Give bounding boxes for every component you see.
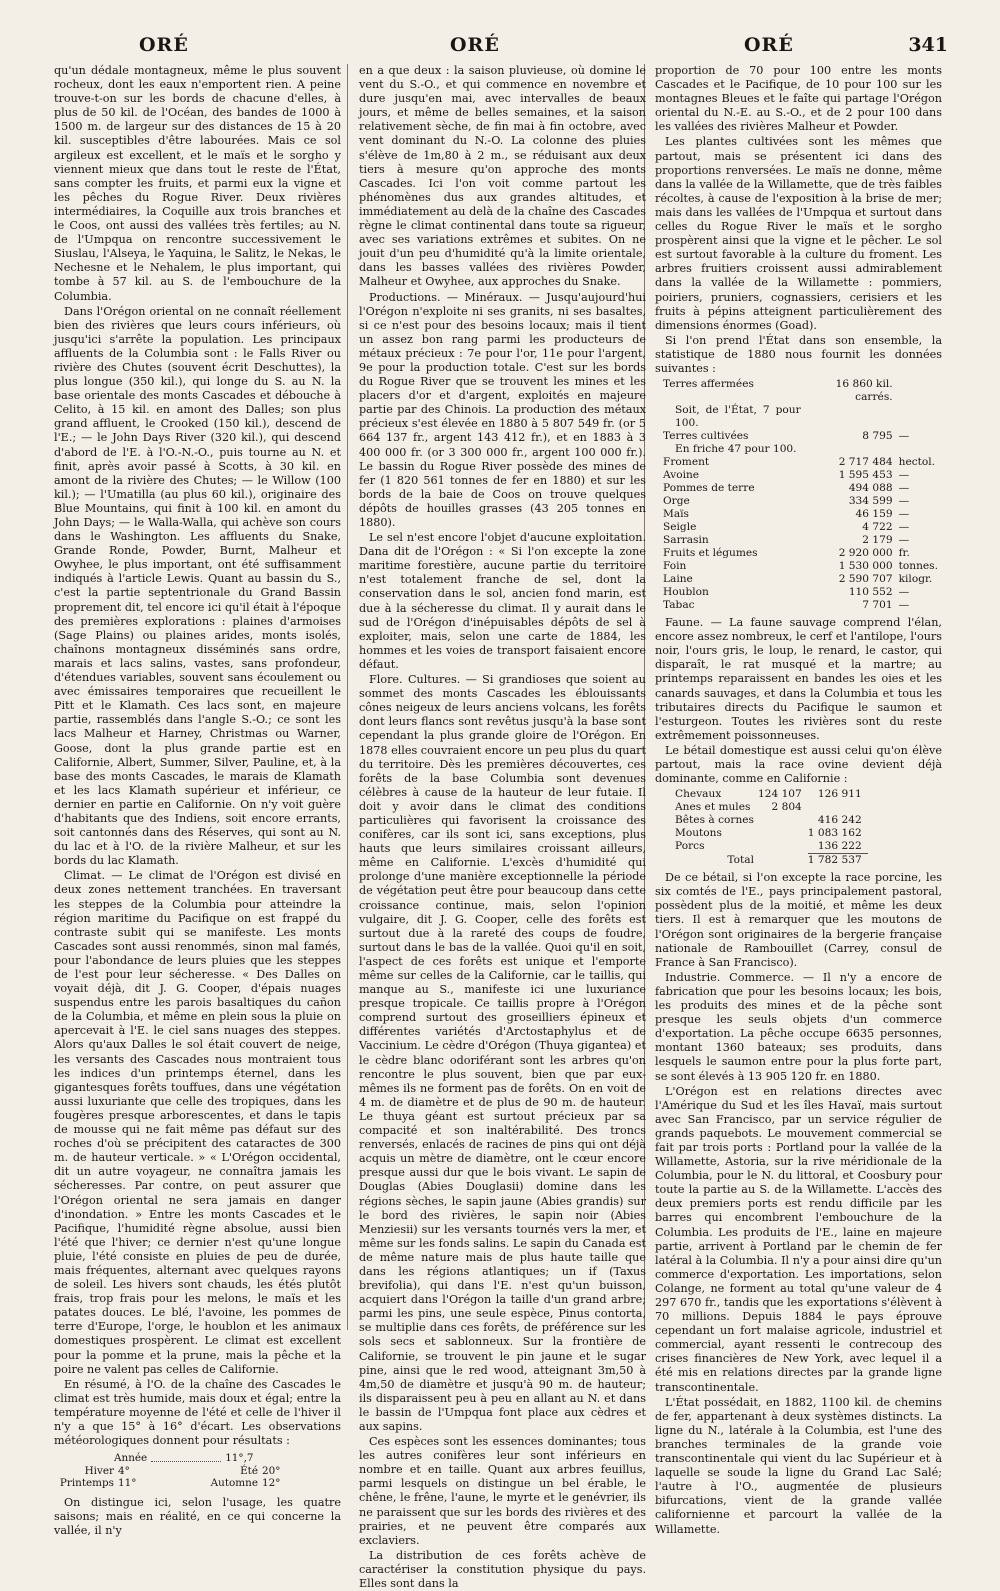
stats-value: 334 599 [848,495,893,508]
stats-unit: — [898,495,910,508]
livestock-value: 1 083 162 [807,827,862,840]
livestock-total-value: 1 782 537 [808,854,868,868]
stats-label: Soit, de l'État, 7 pour 100. [675,404,801,430]
livestock-value: 136 222 [817,840,862,853]
paragraph-climat: Climat. — Le climat de l'Orégon est divisé en deux zones nettement tranchées. En traversant les steppes de la Columbia pour atteindre la région maritime du Pacifique on est frappé du contraste subit qui se manifeste. Les monts Cascades sont aussi renommés, sinon mal famés, pour l'abondance de leurs pluies que les steppes de l'est pour leur sécheresse. « Des Dalles on voyait déjà, dit J. G. Cooper, d'épais nuages suspendus entre les parois basaltiques du cañon de la Columbia, et même en plein sous la pluie on apercevait à l'E. le ciel sans nuages des steppes. Alors qu'aux Dalles le sol était couvert de neige, les versants des Cascades nous montraient tous les indices d'un printemps éternel, dans les gigantesques forêts touffues, dans une végétation aussi luxuriante que celle des tropiques, dans les fougères presque arborescentes, et dans le tapis de mousse qui ne fait même pas défaut sur des roches d'où se précipitent des cataractes de 300 m. de hauteur verticale. » « L'Orégon occidental, dit un autre voyageur, ne connaîtra jamais les sécheresses. Par contre, on peut assurer que l'Orégon oriental ne sera jamais en danger d'inondation. » Entre les monts Cascades et le Pacifique, l'humidité règne absolue, aussi bien l'été que l'hiver; ce dernier n'est qu'une longue pluie, l'été consiste en pluies de peu de durée, mais fréquentes, alternant avec quelques rayons de soleil. Les hivers sont chauds, les étés plutôt frais, trop frais pour les melons, le maïs et les patates douces. Le blé, l'avoine, les pommes de terre d'Europe, l'orge, le houblon et les animaux domestiques prospèrent. Le climat est excellent pour la pomme et la prune, mais la pêche et la poire ne valent pas celles de Californie. [54,869,341,1376]
paragraph: En résumé, à l'O. de la chaîne des Cascades le climat est très humide, mais doux et égal; entre la température moyenne de l'été et celle de l'hiver il n'y a que 15° à 16° d'écart. Les observations météorologiques donnent pour résultats : [54,1377,341,1448]
running-head-right: ORÉ [744,34,794,56]
stats-label: Houblon [663,586,709,599]
stats-value: 8 795 [862,430,893,443]
meteo-value: 4° [118,1464,130,1477]
stats-value: 7 701 [862,599,893,612]
stats-unit [899,378,942,404]
paragraph: De ce bétail, si l'on excepte la race porcine, les six comtés de l'E., pays principalement pastoral, possèdent plus de la moitié, et même les deux tiers. Il est à remarquer que les moutons de l'Orégon sont originaires de la bergerie française nationale de Rambouillet (Carrey, consul de France à San Francisco). [655,871,942,969]
stats-label: Seigle [663,521,697,534]
meteo-label: Année [114,1452,148,1465]
stats-label: Pommes de terre [663,482,755,495]
stats-unit: — [898,534,910,547]
livestock-row [675,814,868,827]
stats-label: Froment [663,456,710,469]
stats-row [663,534,942,547]
stats-value [805,443,899,456]
livestock-row [675,801,868,814]
stats-label: Maïs [663,508,689,521]
stats-value: 1 595 453 [838,469,893,482]
column-rule-1 [347,64,348,1330]
stats-label: En friche 47 pour 100. [675,443,797,456]
stats-unit: — [898,482,910,495]
stats-row [663,586,942,599]
stats-row [663,495,942,508]
paragraph: qu'un dédale montagneux, même le plus souvent rocheux, dont les eaux n'emportent rien. A peine trouve-t-on sur les bords de chacune d'elles, à plus de 50 kil. de l'Océan, des bandes de 1000 à 1500 m. de largeur sur des distances de 15 à 20 kil. susceptibles d'être labourées. Mais ce sol argileux est excellent, et le maïs et le sorgho y viennent mieux que dans tout le reste de l'État, sans compter les fruits, et parmi eux la vigne et les pêches du Rogue River. Deux rivières intermédiaires, la Coquille aux trois branches et le Coos, ont aussi des vallées très fertiles; au N. de l'Umpqua on rencontre successivement le Siuslau, l'Alseya, le Yaquina, le Salitz, le Nekas, le Nechesne et le Nehalem, le plus important, qui tombe à 57 kil. au S. de l'embouchure de la Columbia. [54,64,341,303]
livestock-label: Moutons [675,827,722,840]
meteo-value: 11°,7 [225,1452,254,1465]
livestock-row [675,827,868,840]
stats-row [663,599,942,612]
paragraph: Les plantes cultivées sont les mêmes que partout, mais se présentent ici dans des proportions renversées. Le maïs ne donne, même dans la vallée de la Willamette, que de très faibles récoltes, à cause de l'exposition à la brise de mer; mais dans les vallées de l'Umpqua et surtout dans celles du Rogue River le maïs et le sorgho prospèrent ainsi que la vigne et le pêcher. Le sol est surtout favorable à la culture du froment. Les arbres fruitiers croissent aussi admirablement dans la vallée de la Willamette : pommiers, poiriers, pruniers, cognassiers, cerisiers et les fruits à pépins atteignent particulièrement des dimensions énormes (Goad). [655,135,942,332]
stats-unit: fr. [898,547,910,560]
livestock-row [675,788,868,801]
livestock-value [758,840,808,854]
livestock-label: Chevaux [675,788,722,801]
livestock-table [675,788,868,867]
paragraph: Le bétail domestique est aussi celui qu'on élève partout, mais la race ovine devient déjà dominante, comme en Californie : [655,743,942,786]
livestock-row [675,840,868,854]
livestock-total-row [675,854,868,868]
meteo-label: Été [240,1464,258,1477]
page-number: 341 [908,34,948,56]
livestock-label: Anes et mules [675,801,751,814]
paragraph-productions: Productions. — Minéraux. — Jusqu'aujourd'hui l'Orégon n'exploite ni ses granits, ni ses basaltes, si ce n'est pour des besoins locaux; mais il tient un assez bon rang parmi les producteurs de métaux précieux : 7e pour l'or, 11e pour l'argent, 9e pour la production totale. C'est sur les bords du Rogue River que se trouvent les mines et les placers d'or et d'argent, exploités en majeure partie par des Chinois. La production des métaux précieux s'est élevée en 1880 à 5 807 549 fr. (or 5 664 137 fr., argent 143 412 fr.), et en 1883 à 3 400 000 fr. (or 3 300 000 fr., argent 100 000 fr.). Le bassin du Rogue River possède des mines de fer (1 820 561 tonnes de fer en 1880) et sur les bords de la baie de Coos on trouve quelques dépôts de houilles grasses (43 205 tonnes en 1880). [359,290,646,529]
paragraph: Ces espèces sont les essences dominantes; tous les autres conifères leur sont inférieurs en nombre et en taille. Quant aux arbres feuillus, parmi lesquels on distingue un bel érable, le chêne, le frêne, l'aune, le myrte et le genévrier, ils ne paraissent que sur les bords des rivières et des prairies, et ne peuvent être comparés aux exclaviers. [359,1435,646,1547]
stats-unit [899,443,942,456]
stats-value: 46 159 [855,508,893,521]
stats-row [663,521,942,534]
livestock-total-label: Total [727,853,754,866]
stats-value: 1 530 000 [838,560,893,573]
stats-unit: — [898,599,910,612]
livestock-value [808,801,868,814]
livestock-label: Porcs [675,840,705,853]
stats-unit: — [898,586,910,599]
stats-row [663,378,942,404]
stats-row [663,443,942,456]
paragraph-industrie: Industrie. Commerce. — Il n'y a encore de fabrication que pour les besoins locaux; les bois, les produits des mines et de la pêche sont presque les seuls objets d'un commerce d'exportation. La pêche occupe 6635 personnes, montant 1360 bateaux; ses produits, dans lesquels le saumon entre pour la plus forte part, se sont élevés à 13 905 120 fr. en 1880. [655,970,942,1083]
livestock-value [758,827,808,840]
stats-row [663,404,942,430]
paragraph: en a que deux : la saison pluvieuse, où domine le vent du S.-O., et qui commence en novembre et dure jusqu'en mai, avec intervalles de beaux jours, et même de belles semaines, et la saison relativement sèche, de fin mai à fin octobre, avec vent dominant du N.-O. La colonne des pluies s'élève de 1m,80 à 2 m., se réduisant aux deux tiers à mesure qu'on approche des monts Cascades. Ici l'on voit comme partout les phénomènes dus aux grandes altitudes, et immédiatement au delà de la chaîne des Cascades règne le climat continental dans toute sa rigueur, avec ses variations extrêmes et subites. On ne jouit d'un peu d'humidité qu'à la limite orientale, dans les basses vallées des rivières Powder, Malheur et Owyhee, aux approches du Snake. [359,64,646,289]
livestock-value: 126 911 [817,788,862,801]
paragraph: proportion de 70 pour 100 entre les monts Cascades et le Pacifique, de 10 pour 100 sur les montagnes Bleues et le faîte qui partage l'Orégon oriental du N.-E. au S.-O., et de 2 pour 100 dans les vallées des rivières Malheur et Powder. [655,64,942,134]
paragraph: L'État possédait, en 1882, 1100 kil. de chemins de fer, appartenant à deux systèmes distincts. La ligne du N., latérale à la Columbia, est l'une des branches terminales de la grande voie transcontinentale qui vient du lac Supérieur et à laquelle se soude la ligne du Grand Lac Salé; l'autre à l'O., augmentée de plusieurs bifurcations, vient de la grande vallée californienne et parcourt la vallée de la Willamette. [655,1395,942,1536]
stats-unit: — [898,469,910,482]
stats-unit: — [898,521,910,534]
stats-label: Avoine [663,469,700,482]
stats-row [663,469,942,482]
stats-row [663,456,942,469]
stats-value: 110 552 [848,586,893,599]
stats-unit [899,404,942,430]
stats-row [663,547,942,560]
livestock-value: 124 107 [757,788,802,801]
paragraph: Dans l'Orégon oriental on ne connaît réellement bien des rivières que leurs cours inférieurs, où jusqu'ici s'arrête la population. Les principaux affluents de la Columbia sont : le Falls River ou rivière des Chutes (souvent écrit Deschuttes), la plus longue (350 kil.), qui longe du S. au N. la base orientale des monts Cascades et débouche à Celito, à 15 kil. en amont des Dalles; son plus grand affluent, le Crooked (150 kil.), descend de l'E.; — le John Days River (320 kil.), qui descend d'abord de l'E. à l'O.-N.-O., puis tourne au N. et finit, après avoir passé à Scotts, à 30 kil. en amont de la rivière des Chutes; — le Willow (100 kil.); — l'Umatilla (au plus 60 kil.), originaire des Blue Mountains, qui finit à 100 kil. en amont du John Days; — le Walla-Walla, qui achève son cours dans le Washington. Les affluents du Snake, Grande Ronde, Powder, Burnt, Malheur et Owyhee, le plus important, ont été suffisamment indiqués à l'article Lewis. Quant au bassin du S., c'est la partie septentrionale du Grand Bassin proprement dit, tel encore ici qu'il était à l'époque des premières explorations : plaines d'armoises (Sage Plains) ou plaines arides, monts isolés, chaînons montagneux disséminés sans ordre, marais et lacs salins, vastes, sans profondeur, d'étendues variables, souvent sans écoulement ou avec émissaires temporaires que recueillent le Pitt et le Klamath. Ces lacs sont, en majeure partie, rassemblés dans l'angle S.-O.; ce sont les lacs Malheur et Harney, Christmas ou Warner, Goose, dont la plus grande partie est en Californie, Albert, Summer, Silver, Pauline, et, à la base des monts Cascades, le marais de Klamath et les lacs Klamath supérieur et inférieur, ce dernier en partie en Californie. On n'y voit guère d'habitants que des Indiens, soit encore errants, soit cantonnés dans des Réserves, qui sont au N. du lac et à l'O. de la rivière Malheur, et sur les bords du lac Klamath. [54,304,341,868]
running-head-left: ORÉ [139,34,189,56]
stats-unit: kilogr. [898,573,933,586]
stats-label: Tabac [663,599,695,612]
running-head-center: ORÉ [450,34,500,56]
paragraph-faune: Faune. — La faune sauvage comprend l'élan, encore assez nombreux, le cerf et l'antilope, l'ours noir, l'ours gris, le loup, le renard, le castor, qui disparaît, le rat musqué et la martre; au printemps reparaissent en bandes les oies et les canards sauvages, et dans la Columbia et tous les tributaires directs du Pacifique le saumon et l'esturgeon. Toutes les rivières sont du reste extrêmement poissonneuses. [655,616,942,742]
stats-label: Terres cultivées [663,430,749,443]
column-2 [359,64,646,1591]
stats-row [663,430,942,443]
stats-label: Orge [663,495,690,508]
stats-value: 2 717 484 [838,456,893,469]
page-header [0,0,1000,62]
stats-row [663,560,942,573]
meteo-label: Printemps [59,1477,114,1490]
stats-label: Laine [663,573,693,586]
meteo-value: 20° [262,1464,281,1477]
stats-value [805,404,899,430]
stats-label: Sarrasin [663,534,709,547]
paragraph: Le sel n'est encore l'objet d'aucune exploitation. Dana dit de l'Orégon : « Si l'on excepte la zone maritime forestière, aucune partie du territoire n'est totalement franche de sel, dont la conservation dans le sol, ancien fond marin, est due à la sécheresse du climat. Il y aurait dans le sud de l'Orégon d'inépuisables dépôts de sel à exploiter, mais, selon une carte de 1884, les hommes et les voies de transport faisaient encore défaut. [359,531,646,671]
stats-unit: — [898,430,910,443]
paragraph: On distingue ici, selon l'usage, les quatre saisons; mais en réalité, en ce qui concerne la vallée, il n'y [54,1495,341,1538]
livestock-value: 416 242 [817,814,862,827]
stats-value: 16 860 kil. carrés. [835,378,893,404]
column-3 [655,64,942,1536]
meteo-value: 12° [262,1477,281,1490]
livestock-label: Bêtes à cornes [675,814,754,827]
stats-row [663,508,942,521]
meteo-value: 11° [118,1477,137,1490]
livestock-total-spacer [758,854,808,868]
column-1 [54,64,341,1538]
stats-unit: hectol. [898,456,936,469]
stats-unit: — [898,508,910,521]
statistics-table [663,378,942,612]
stats-label: Fruits et légumes [663,547,758,560]
paragraph: Si l'on prend l'État dans son ensemble, la statistique de 1880 nous fournit les données suivantes : [655,333,942,375]
meteo-label: Automne [210,1477,258,1490]
paragraph: La distribution de ces forêts achève de caractériser la constitution physique du pays. Elles sont dans la [359,1548,646,1591]
paragraph: L'Orégon est en relations directes avec l'Amérique du Sud et les îles Havaï, mais surtout avec San Francisco, par un service régulier de grands paquebots. Le mouvement commercial se fait par trois ports : Portland pour la vallée de la Willamette, Astoria, sur la rive méridionale de la Columbia, pour le N. du littoral, et Coosbury pour toute la partie au S. de la Willamette. L'accès des deux premiers ports est rendu difficile par les barres qui encombrent l'embouchure de la Columbia. Les produits de l'E., laine en majeure partie, arrivent à Portland par le chemin de fer latéral à la Columbia. Il n'y a pour ainsi dire qu'un commerce d'exportation. Les importations, selon Colange, ne forment au total qu'une valeur de 4 297 670 fr., tandis que les exportations s'élèvent à 70 millions. Depuis 1884 le pays éprouve cependant un fort malaise agricole, industriel et commercial, ayant ressenti le contrecoup des crises financières de New York, avec lequel il a été mis en relations directes par la grande ligne transcontinentale. [655,1084,942,1394]
meteo-table [54,1452,341,1490]
stats-value: 2 590 707 [838,573,893,586]
livestock-value [758,814,808,827]
paragraph-flore: Flore. Cultures. — Si grandioses que soient au sommet des monts Cascades les éblouissants cônes neigeux de leurs anciens volcans, les forêts dont leurs flancs sont revêtus jusqu'à la base sont cependant la plus grande gloire de l'Orégon. En 1878 elles couvraient encore un peu plus du quart du territoire. Dès les premières découvertes, ces forêts de la base Columbia sont devenues célèbres à cause de la hauteur de leur futaie. Il doit y avoir dans le climat des conditions particulières qui favorisent la croissance des conifères, car ils sont ici, sans exceptions, plus hauts que leurs similaires croissant ailleurs, même en Californie. L'excès d'humidité qui prolonge d'une manière exceptionnelle la période de végétation peut être pour beaucoup dans cette croissance continue, mais, selon l'opinion vulgaire, dit J. G. Cooper, celle des forêts est surtout due à la rareté des coups de foudre, surtout dans le bas de la vallée. Quoi qu'il en soit, l'aspect de ces forêts est unique et l'emporte même sur celles de la Californie, car le taillis, qui manque au S., manifeste ici une luxuriance presque tropicale. Ce taillis propre à l'Orégon comprend surtout des groseilliers épineux et différentes variétés d'Arctostaphylus et de Vaccinium. Le cèdre d'Orégon (Thuya gigantea) et le cèdre blanc odoriférant sont les arbres qu'on rencontre le plus souvent, bien que par eux-mêmes ils ne forment pas de forêts. On en voit de 4 m. de diamètre et de plus de 90 m. de hauteur. Le thuya géant est surtout précieux par sa compacité et son inaltérabilité. Des troncs renversés, enlacés de racines de pins qui ont déjà acquis un mètre de diamètre, ont le cœur encore presque aussi dur que le bois vivant. Le sapin de Douglas (Abies Douglasii) domine dans les régions sèches, le sapin jaune (Abies grandis) sur le bord des rivières, le sapin noir (Abies Menziesii) sur les versants tournés vers la mer, et même sur les fonds salins. Le sapin du Canada est de même nature mais de plus haute taille que dans les régions atlantiques; un if (Taxus brevifolia), qui dans l'E. n'est qu'un buisson, acquiert dans l'Orégon la taille d'un grand arbre; parmi les pins, une seule espèce, Pinus contorta, se multiplie dans ces forêts, de préférence sur les sols secs et sablonneux. Sur la frontière de Californie, se trouvent le pin jaune et le sugar pine, ainsi que le red wood, atteignant 3m,50 à 4m,50 de diamètre et jusqu'à 90 m. de hauteur; ils disparaissent peu à peu en allant au N. et dans le bassin de l'Umpqua font place aux cèdres et aux sapins. [359,673,646,1433]
stats-value: 494 088 [848,482,893,495]
stats-value: 4 722 [862,521,893,534]
stats-value: 2 920 000 [838,547,893,560]
stats-label: Foin [663,560,687,573]
stats-value: 2 179 [862,534,893,547]
stats-row [663,573,942,586]
livestock-value: 2 804 [771,801,802,814]
stats-unit: tonnes. [898,560,938,573]
stats-row [663,482,942,495]
stats-label: Terres affermées [663,378,754,391]
meteo-label: Hiver [84,1464,114,1477]
